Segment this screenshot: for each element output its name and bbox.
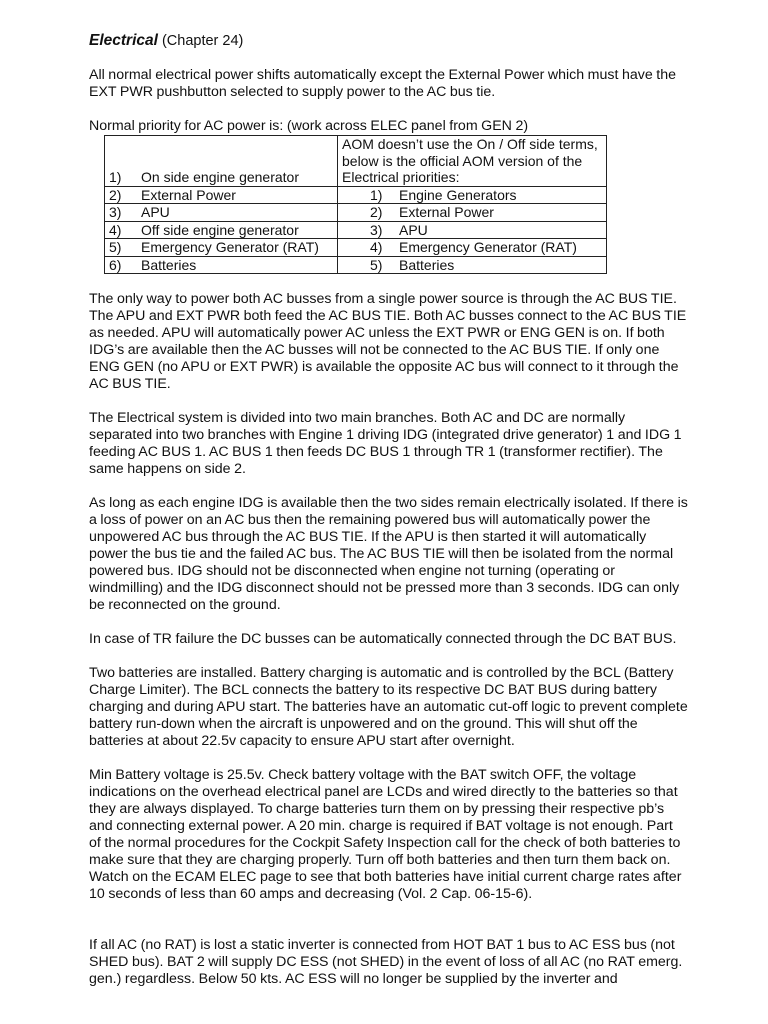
table-cell: 5) Emergency Generator (RAT) bbox=[105, 239, 338, 257]
table-cell: 3) APU bbox=[105, 204, 338, 222]
table-row bbox=[105, 186, 607, 204]
chapter-text: (Chapter 24) bbox=[161, 33, 244, 49]
paragraph-branches: The Electrical system is divided into two main branches. Both AC and DC are normally separated into two branches with Engine 1 driving IDG (integrated drive generator) 1 and IDG 1 feeding AC BUS 1. AC BUS 1 then feeds DC BUS 1 through TR 1 (transformer rectifier). The same happens on side 2. bbox=[89, 410, 682, 477]
paragraph-ac-bus-tie: The only way to power both AC busses from a single power source is through the AC BUS TIE. The APU and EXT PWR both feed the AC BUS TIE. Both AC busses connect to the AC BUS TIE as needed. APU will automatically power AC unless the EXT PWR or ENG GEN is on. If both IDG’s are available then the AC busses will not be connected to the AC BUS TIE. If only one ENG GEN (no APU or EXT PWR) is available the opposite AC bus will connect to it through the AC BUS TIE. bbox=[89, 291, 687, 392]
paragraph-tr-failure: In case of TR failure the DC busses can be automatically connected through the DC BAT BUS. bbox=[89, 631, 677, 647]
table-row bbox=[105, 239, 607, 257]
title-text: Electrical bbox=[89, 32, 158, 49]
paragraph-idg: As long as each engine IDG is available then the two sides remain electrically isolated. If there is a loss of power on an AC bus then the remaining powered bus will automatically power the unpowered AC bus through the AC BUS TIE. If the APU is then started it will automatically power the bus tie and the failed AC bus. The AC BUS TIE will then be isolated from the normal powered bus. IDG should not be disconnected when engine not turning (operating or windmilling) and the IDG disconnect should not be pressed more than 3 seconds. IDG can only be reconnected on the ground. bbox=[89, 495, 688, 613]
paragraph-batteries: Two batteries are installed. Battery charging is automatic and is controlled by the BCL (Battery Charge Limiter). The BCL connects the battery to its respective DC BAT BUS during battery charging and during APU start. The batteries have an automatic cut-off logic to prevent complete battery run-down when the aircraft is unpowered and on the ground. This will shut off the batteries at about 22.5v capacity to ensure APU start after overnight. bbox=[89, 665, 688, 749]
table-row bbox=[105, 136, 607, 187]
page-title bbox=[89, 32, 688, 50]
paragraph-battery-voltage: Min Battery voltage is 25.5v. Check battery voltage with the BAT switch OFF, the voltage indications on the overhead electrical panel are LCDs and wired directly to the batteries so that they are always displayed. To charge batteries turn them on by pressing their respective pb’s and connecting external power. A 20 min. charge is required if BAT voltage is not enough. Part of the normal procedures for the Cockpit Safety Inspection call for the check of both batteries to make sure that they are charging properly. Turn off both batteries and then turn them back on. Watch on the ECAM ELEC page to see that both batteries have initial current charge rates after 10 seconds of less than 60 amps and decreasing (Vol. 2 Cap. 06-15-6). bbox=[89, 767, 682, 902]
table-cell-header: AOM doesn’t use the On / Off side terms, below is the official AOM version of the Electrical priorities: bbox=[338, 136, 607, 187]
table-cell: 1) On side engine generator bbox=[105, 136, 338, 187]
table-row bbox=[105, 221, 607, 239]
table-cell: 3) APU bbox=[338, 221, 607, 239]
table-cell: 1) Engine Generators bbox=[338, 186, 607, 204]
table-cell: 5) Batteries bbox=[338, 256, 607, 274]
priority-table bbox=[104, 135, 607, 274]
table-cell: 2) External Power bbox=[105, 186, 338, 204]
priority-table-wrap bbox=[104, 135, 688, 274]
table-row bbox=[105, 256, 607, 274]
table-cell: 6) Batteries bbox=[105, 256, 338, 274]
paragraph-ext-pwr: All normal electrical power shifts automatically except the External Power which must have the EXT PWR pushbutton selected to supply power to the AC bus tie. bbox=[89, 67, 676, 100]
table-cell: 4) Off side engine generator bbox=[105, 221, 338, 239]
paragraph-static-inverter: If all AC (no RAT) is lost a static inverter is connected from HOT BAT 1 bus to AC ESS bus (not SHED bus). BAT 2 will supply DC ESS (not SHED) in the event of loss of all AC (no RAT emerg. gen.) regardless. Below 50 kts. AC ESS will no longer be supplied by the inverter and bbox=[89, 937, 683, 987]
paragraph-priority-intro: Normal priority for AC power is: (work across ELEC panel from GEN 2) bbox=[89, 118, 529, 134]
table-cell: 4) Emergency Generator (RAT) bbox=[338, 239, 607, 257]
table-cell: 2) External Power bbox=[338, 204, 607, 222]
table-row bbox=[105, 204, 607, 222]
